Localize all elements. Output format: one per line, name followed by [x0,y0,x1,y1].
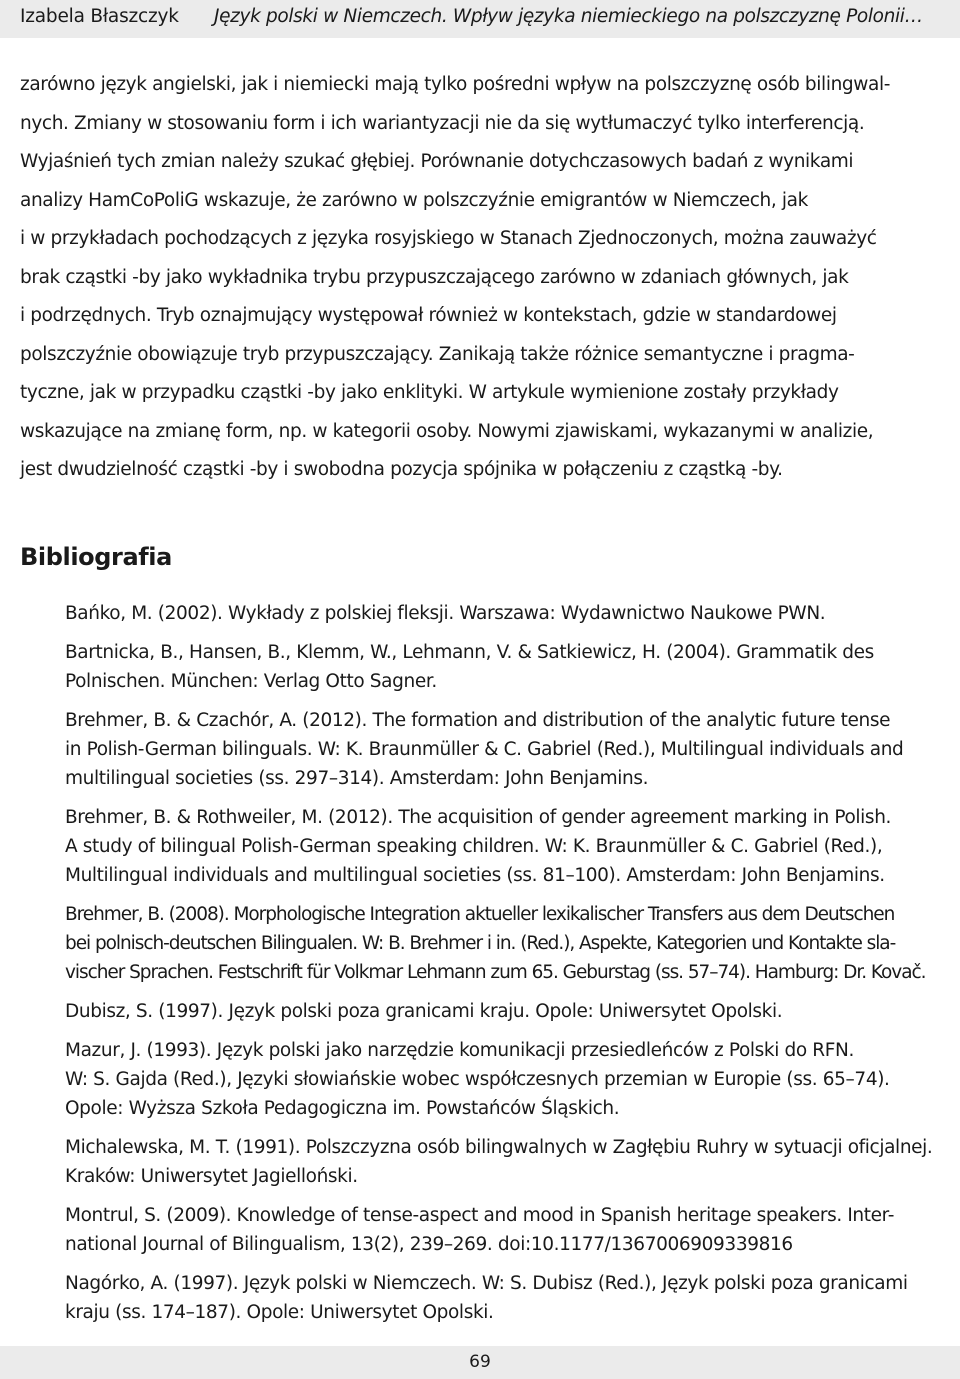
bibliography-line: kraju (ss. 174–187). Opole: Uniwersytet Opolski. [65,1302,494,1323]
bibliography-line: Kraków: Uniwersytet Jagielloński. [65,1166,358,1187]
bibliography-line: Dubisz, S. (1997). Język polski poza granicami kraju. Opole: Uniwersytet Opolski. [65,1001,783,1022]
body-line: Wyjaśnień tych zmian należy szukać głębiej. Porównanie dotychczasowych badań z wynikami [20,151,854,172]
bibliography-line: Nagórko, A. (1997). Język polski w Niemczech. W: S. Dubisz (Red.), Język polski poza granicami [65,1273,908,1294]
body-line: polszczyźnie obowiązuje tryb przypuszczający. Zanikają także różnice semantyczne i pragma- [20,343,855,365]
bibliography-line: in Polish-German bilinguals. W: K. Braunmüller & C. Gabriel (Red.), Multilingual individuals and [65,739,904,760]
bibliography-line: multilingual societies (ss. 297–314). Amsterdam: John Benjamins. [65,768,649,789]
body-paragraph [20,66,940,490]
bibliography-line: Multilingual individuals and multilingual societies (ss. 81–100). Amsterdam: John Benjamins. [65,865,885,886]
bibliography-line: Montrul, S. (2009). Knowledge of tense-aspect and mood in Spanish heritage speakers. Inter- [65,1205,894,1226]
page-number: 69 [469,1352,491,1372]
body-line: jest dwudzielność cząstki -by i swobodna pozycja spójnika w połączeniu z cząstką -by. [20,459,783,480]
bibliography-list [65,599,940,1337]
bibliography-line: Polnischen. München: Verlag Otto Sagner. [65,671,437,692]
bibliography-entry [65,1201,940,1259]
bibliography-line: Brehmer, B. & Rothweiler, M. (2012). The acquisition of gender agreement marking in Polish. [65,807,892,828]
running-header [0,0,960,38]
bibliography-entry [65,803,940,890]
body-line: i podrzędnych. Tryb oznajmujący występował również w kontekstach, gdzie w standardowej [20,305,837,326]
body-line: wskazujące na zmianę form, np. w kategorii osoby. Nowymi zjawiskami, wykazanymi w analizie, [20,420,874,442]
body-line: nych. Zmiany w stosowaniu form i ich wariantyzacji nie da się wytłumaczyć tylko interferencją. [20,112,865,134]
bibliography-line: A study of bilingual Polish-German speaking children. W: K. Braunmüller & C. Gabriel (Red.), [65,836,883,857]
bibliography-line: Michalewska, M. T. (1991). Polszczyzna osób bilingwalnych w Zagłębiu Ruhry w sytuacji oficjalnej. [65,1137,933,1158]
bibliography-entry [65,900,940,987]
bibliography-entry [65,1269,940,1327]
bibliography-line: Bańko, M. (2002). Wykłady z polskiej fleksji. Warszawa: Wydawnictwo Naukowe PWN. [65,603,826,624]
bibliography-entry [65,706,940,793]
bibliography-entry [65,638,940,696]
bibliography-line: Opole: Wyższa Szkoła Pedagogiczna im. Powstańców Śląskich. [65,1098,620,1119]
bibliography-line: W: S. Gajda (Red.), Języki słowiańskie wobec współczesnych przemian w Europie (ss. 65–74). [65,1069,890,1090]
bibliography-line: Bartnicka, B., Hansen, B., Klemm, W., Lehmann, V. & Satkiewicz, H. (2004). Grammatik des [65,642,874,663]
bibliography-line: Brehmer, B. & Czachór, A. (2012). The formation and distribution of the analytic future tense [65,710,891,731]
body-line: brak cząstki -by jako wykładnika trybu przypuszczającego zarówno w zdaniach głównych, jak [20,266,849,288]
bibliography-entry [65,997,940,1026]
body-line: i w przykładach pochodzących z języka rosyjskiego w Stanach Zjednoczonych, można zauważyć [20,228,877,249]
bibliography-entry [65,599,940,628]
header-author: Izabela Błaszczyk [20,6,179,27]
body-line: analizy HamCoPoliG wskazuje, że zarówno w polszczyźnie emigrantów w Niemczech, jak [20,189,808,211]
bibliography-entry [65,1133,940,1191]
header-title: Język polski w Niemczech. Wpływ języka niemieckiego na polszczyznę Polonii… [214,6,923,27]
bibliography-entry [65,1036,940,1123]
bibliography-line: vischer Sprachen. Festschrift für Volkmar Lehmann zum 65. Geburstag (ss. 57–74). Hamburg: Dr. Kovač. [65,962,926,983]
body-line: zarówno język angielski, jak i niemiecki mają tylko pośredni wpływ na polszczyznę osób bilingwal- [20,74,891,95]
bibliography-line: Mazur, J. (1993). Język polski jako narzędzie komunikacji przesiedleńców z Polski do RFN. [65,1040,854,1061]
body-line: tyczne, jak w przypadku cząstki -by jako enklityki. W artykule wymienione zostały przykłady [20,382,839,403]
bibliography-line: bei polnisch-deutschen Bilingualen. W: B. Brehmer i in. (Red.), Aspekte, Kategorien und Kontakte sla- [65,933,896,954]
bibliography-line: national Journal of Bilingualism, 13(2), 239–269. doi:10.1177/1367006909339816 [65,1234,793,1255]
bibliography-heading: Bibliografia [20,543,172,571]
page-footer [0,1346,960,1379]
bibliography-line: Brehmer, B. (2008). Morphologische Integration aktueller lexikalischer Transfers aus dem Deutschen [65,904,895,925]
